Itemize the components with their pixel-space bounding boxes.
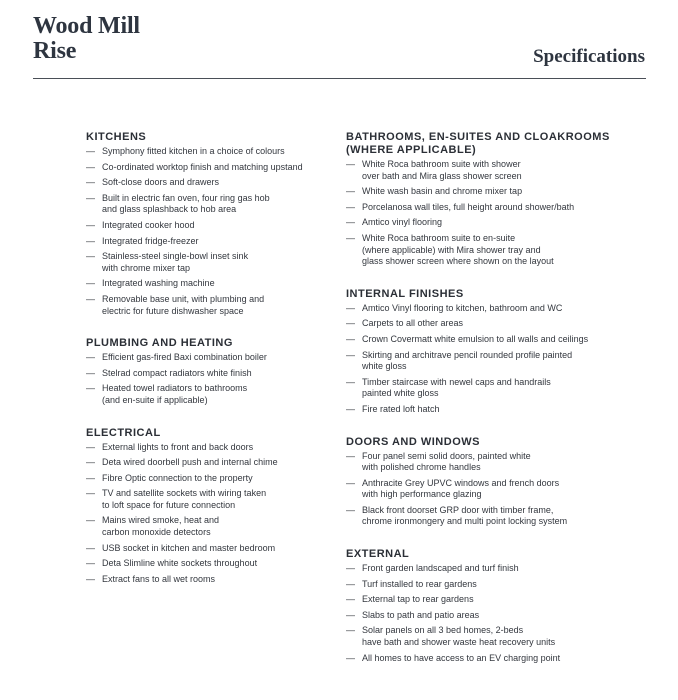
- spec-item: [86, 236, 336, 248]
- spec-list: [346, 563, 646, 664]
- spec-item-text: USB socket in kitchen and master bedroom: [102, 542, 276, 553]
- spec-item-text: All homes to have access to an EV charging point: [362, 652, 561, 663]
- spec-item: [86, 515, 336, 538]
- bullet-dash: —: [86, 161, 95, 172]
- spec-item: [86, 162, 336, 174]
- bullet-dash: —: [346, 625, 355, 636]
- bullet-dash: —: [346, 403, 355, 414]
- spec-item-text: Amtico vinyl flooring: [362, 217, 443, 228]
- bullet-dash: —: [86, 488, 95, 499]
- spec-item: [86, 278, 336, 290]
- spec-item-text: Turf installed to rear gardens: [362, 578, 477, 589]
- spec-item: [86, 251, 336, 274]
- bullet-dash: —: [86, 251, 95, 262]
- spec-item-text: Fibre Optic connection to the property: [102, 472, 253, 483]
- bullet-dash: —: [346, 563, 355, 574]
- spec-item: [346, 610, 646, 622]
- spec-item-text: TV and satellite sockets with wiring taken to loft space for future connection: [102, 488, 267, 510]
- spec-item: [346, 478, 646, 501]
- bullet-dash: —: [346, 201, 355, 212]
- bullet-dash: —: [346, 217, 355, 228]
- bullet-dash: —: [86, 542, 95, 553]
- section-title: KITCHENS: [86, 131, 147, 143]
- spec-item-text: Carpets to all other areas: [362, 318, 464, 329]
- spec-item: [86, 177, 336, 189]
- spec-item-text: Front garden landscaped and turf finish: [362, 563, 519, 574]
- spec-list: [346, 451, 646, 529]
- spec-item: [346, 579, 646, 591]
- spec-item-text: External tap to rear gardens: [362, 594, 474, 605]
- bullet-dash: —: [86, 177, 95, 188]
- spec-item-text: Heated towel radiators to bathrooms (and en-suite if applicable): [102, 383, 248, 405]
- spec-item: [346, 594, 646, 606]
- spec-item: [86, 193, 336, 216]
- section-internal-finishes: [346, 288, 646, 416]
- bullet-dash: —: [86, 278, 95, 289]
- spec-item: [346, 563, 646, 575]
- bullet-dash: —: [346, 477, 355, 488]
- spec-item-text: Extract fans to all wet rooms: [102, 573, 216, 584]
- spec-item: [86, 368, 336, 380]
- spec-item-text: Integrated washing machine: [102, 278, 215, 289]
- bullet-dash: —: [86, 293, 95, 304]
- spec-list: [346, 159, 646, 268]
- bullet-dash: —: [346, 232, 355, 243]
- section-doors-and-windows: [346, 436, 646, 529]
- bullet-dash: —: [86, 441, 95, 452]
- bullet-dash: —: [86, 383, 95, 394]
- spec-item-text: Solar panels on all 3 bed homes, 2-beds have bath and shower waste heat recovery units: [362, 625, 556, 648]
- bullet-dash: —: [86, 457, 95, 468]
- spec-list: [86, 442, 336, 586]
- spec-item-text: White wash basin and chrome mixer tap: [362, 186, 523, 197]
- title-line-1: Wood Mill: [33, 13, 140, 39]
- spec-item: [346, 303, 646, 315]
- spec-item-text: Mains wired smoke, heat and carbon monoxide detectors: [102, 515, 220, 538]
- bullet-dash: —: [346, 159, 355, 169]
- spec-item: [86, 146, 336, 158]
- bullet-dash: —: [346, 652, 355, 663]
- spec-item-text: Black front doorset GRP door with timber frame, chrome ironmongery and multi point locking system: [362, 504, 568, 527]
- spec-item: [346, 334, 646, 346]
- bullet-dash: —: [346, 318, 355, 329]
- spec-item: [86, 442, 336, 454]
- spec-item: [346, 404, 646, 416]
- development-title: [33, 14, 140, 64]
- bullet-dash: —: [86, 235, 95, 246]
- spec-item-text: Four panel semi solid doors, painted white with polished chrome handles: [362, 450, 531, 473]
- spec-item: [86, 352, 336, 364]
- spec-item-text: Integrated cooker hood: [102, 219, 195, 230]
- right-column: [346, 131, 646, 684]
- spec-item-text: Deta wired doorbell push and internal chime: [102, 457, 278, 468]
- section-title: INTERNAL FINISHES: [346, 287, 464, 300]
- section-kitchens: [86, 131, 336, 317]
- spec-item: [86, 457, 336, 469]
- bullet-dash: —: [86, 558, 95, 569]
- spec-list: [346, 303, 646, 416]
- section-external: [346, 548, 646, 664]
- spec-item-text: External lights to front and back doors: [102, 441, 254, 452]
- spec-item-text: Removable base unit, with plumbing and electric for future dishwasher space: [102, 293, 265, 316]
- bullet-dash: —: [346, 609, 355, 620]
- bullet-dash: —: [346, 333, 355, 344]
- spec-item: [346, 625, 646, 648]
- spec-item-text: Stainless-steel single-bowl inset sink with chrome mixer tap: [102, 251, 249, 273]
- spec-item-text: Slabs to path and patio areas: [362, 609, 480, 620]
- spec-item: [346, 350, 646, 373]
- spec-item: [86, 220, 336, 232]
- bullet-dash: —: [86, 352, 95, 363]
- spec-item-text: Built in electric fan oven, four ring gas hob and glass splashback to hob area: [102, 192, 270, 215]
- bullet-dash: —: [86, 472, 95, 483]
- section-title: PLUMBING AND HEATING: [86, 337, 233, 350]
- section-title: EXTERNAL: [346, 548, 410, 561]
- bullet-dash: —: [346, 504, 355, 515]
- spec-item: [346, 505, 646, 528]
- spec-item: [346, 653, 646, 665]
- bullet-dash: —: [86, 192, 95, 203]
- bullet-dash: —: [346, 302, 355, 313]
- header-divider: [33, 78, 646, 79]
- spec-item: [346, 451, 646, 474]
- spec-list: [86, 146, 336, 317]
- spec-item-text: Co-ordinated worktop finish and matching upstand: [102, 161, 303, 172]
- spec-item-text: Symphony fitted kitchen in a choice of colours: [102, 146, 285, 156]
- spec-item: [346, 186, 646, 198]
- bullet-dash: —: [86, 219, 95, 230]
- spec-item-text: White Roca bathroom suite to en-suite (where applicable) with Mira shower tray and glass shower screen where shown on the layout: [362, 232, 554, 267]
- left-column: [86, 131, 336, 605]
- bullet-dash: —: [346, 450, 355, 461]
- spec-item-text: Timber staircase with newel caps and handrails painted white gloss: [362, 376, 551, 399]
- bullet-dash: —: [346, 376, 355, 387]
- spec-item-text: Porcelanosa wall tiles, full height around shower/bath: [362, 201, 575, 212]
- spec-item: [86, 294, 336, 317]
- bullet-dash: —: [86, 367, 95, 378]
- specifications-heading: Specifications: [533, 46, 645, 67]
- title-line-2: Rise: [33, 38, 77, 64]
- bullet-dash: —: [86, 515, 95, 526]
- spec-item-text: Anthracite Grey UPVC windows and french doors with high performance glazing: [362, 477, 560, 500]
- spec-item-text: White Roca bathroom suite with shower over bath and Mira glass shower screen: [362, 159, 522, 181]
- spec-item: [86, 558, 336, 570]
- spec-item-text: Skirting and architrave pencil rounded profile painted white gloss: [362, 349, 573, 372]
- section-bathrooms-en-suites-and-cloakrooms: [346, 131, 646, 268]
- bullet-dash: —: [346, 186, 355, 197]
- bullet-dash: —: [346, 578, 355, 589]
- bullet-dash: —: [346, 594, 355, 605]
- spec-item-text: Amtico Vinyl flooring to kitchen, bathroom and WC: [362, 302, 563, 313]
- bullet-dash: —: [346, 349, 355, 360]
- spec-item-text: Deta Slimline white sockets throughout: [102, 558, 258, 569]
- spec-item: [86, 473, 336, 485]
- spec-item: [346, 217, 646, 229]
- spec-list: [86, 352, 336, 406]
- spec-item: [346, 202, 646, 214]
- spec-item: [346, 159, 646, 182]
- spec-item: [86, 488, 336, 511]
- section-title: BATHROOMS, EN-SUITES AND CLOAKROOMS (WHERE APPLICABLE): [346, 131, 610, 156]
- spec-item: [86, 574, 336, 586]
- spec-item: [346, 318, 646, 330]
- section-title: ELECTRICAL: [86, 426, 161, 439]
- spec-item-text: Integrated fridge-freezer: [102, 235, 199, 246]
- spec-item: [346, 233, 646, 268]
- section-electrical: [86, 427, 336, 586]
- spec-item: [86, 543, 336, 555]
- bullet-dash: —: [86, 146, 95, 156]
- spec-item-text: Stelrad compact radiators white finish: [102, 367, 252, 378]
- bullet-dash: —: [86, 573, 95, 584]
- spec-item-text: Fire rated loft hatch: [362, 403, 440, 414]
- spec-item-text: Efficient gas-fired Baxi combination boiler: [102, 352, 267, 363]
- spec-item: [86, 383, 336, 406]
- spec-item: [346, 377, 646, 400]
- spec-item-text: Crown Covermatt white emulsion to all walls and ceilings: [362, 333, 589, 344]
- section-title: DOORS AND WINDOWS: [346, 435, 480, 448]
- section-plumbing-and-heating: [86, 337, 336, 406]
- spec-item-text: Soft-close doors and drawers: [102, 177, 220, 188]
